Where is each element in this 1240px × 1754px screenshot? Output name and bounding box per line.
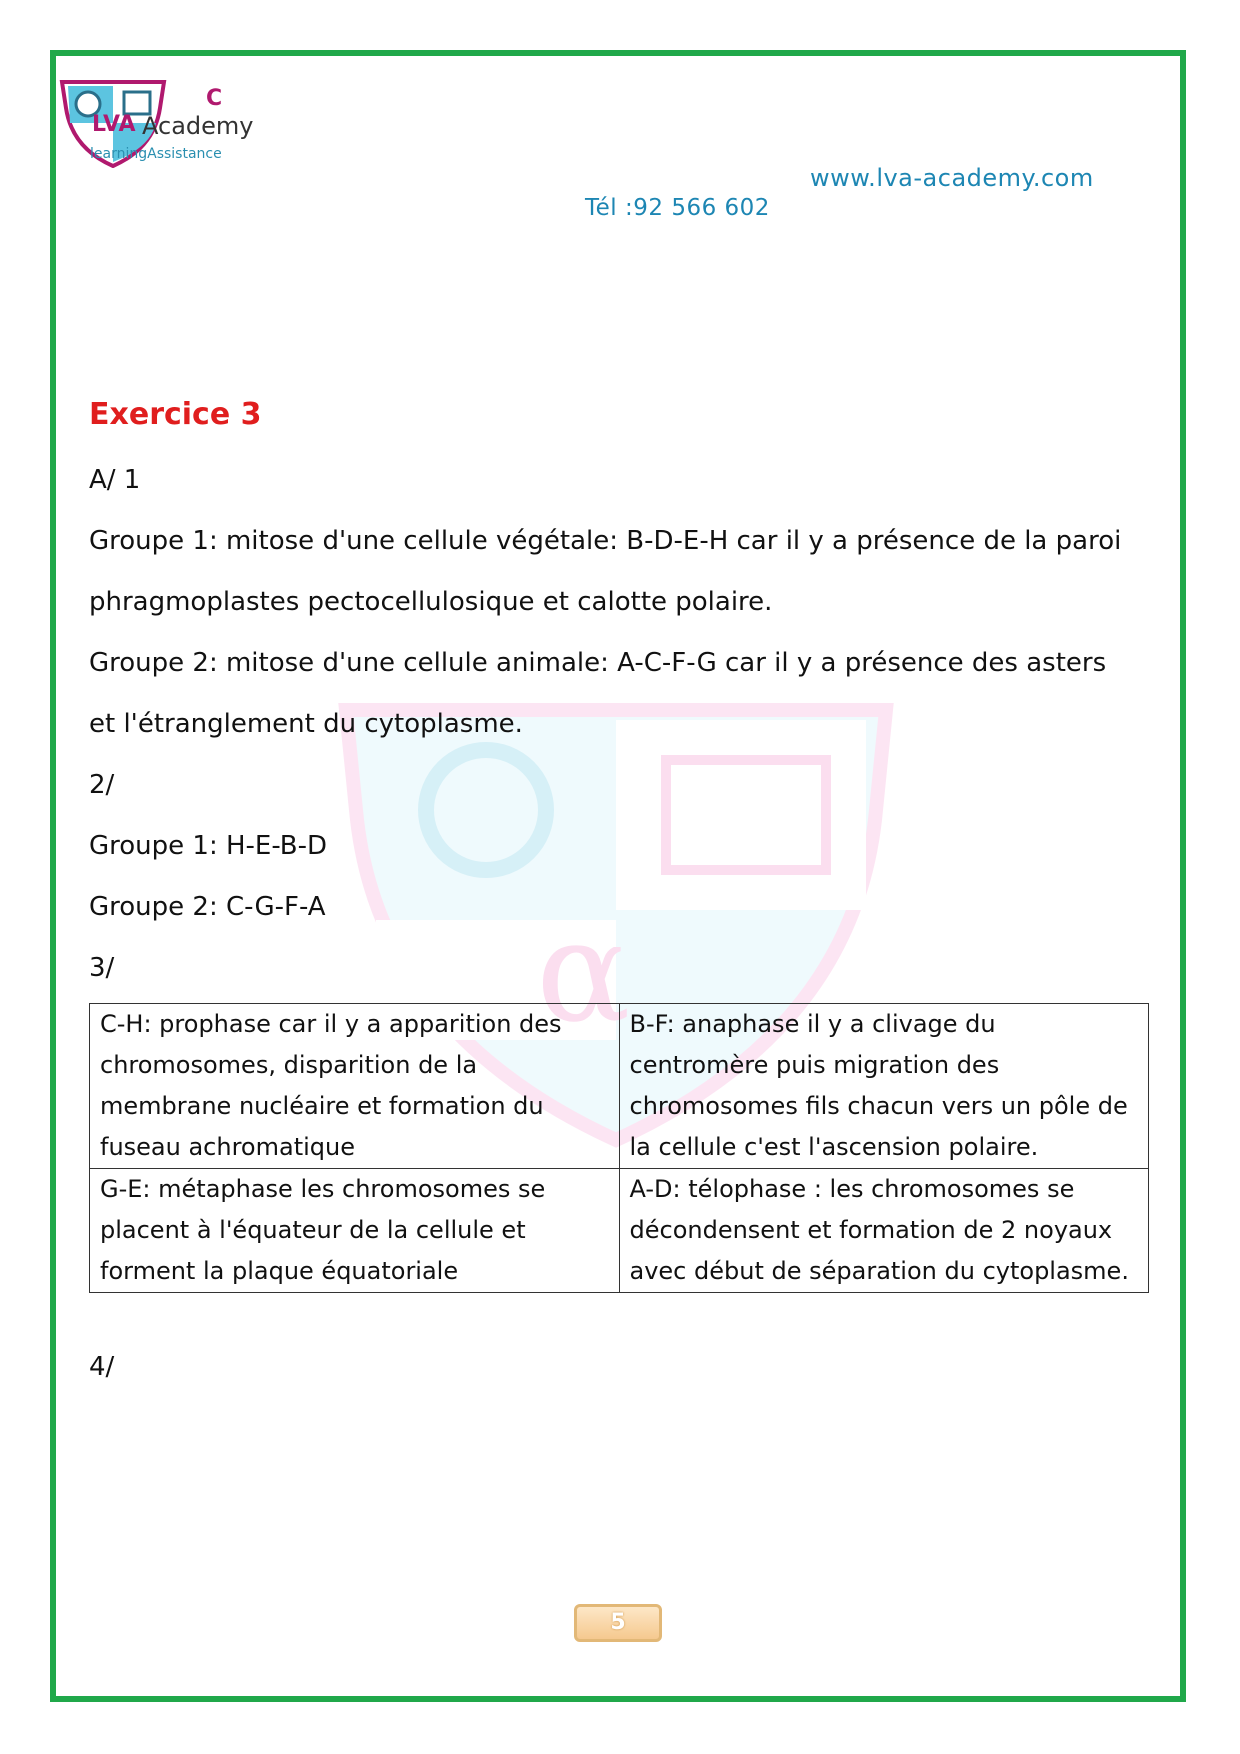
logo-name: Academy	[142, 112, 254, 140]
table-row	[90, 1169, 1149, 1293]
text-line: phragmoplastes pectocellulosique et calotte polaire.	[89, 587, 773, 617]
text-line: Groupe 2: mitose d'une cellule animale: A-C-F-G car il y a présence des asters	[89, 648, 1107, 678]
question-4: 4/	[89, 1352, 115, 1382]
table-row	[90, 1004, 1149, 1169]
text-line: 2/	[89, 770, 115, 800]
table-cell: C-H: prophase car il y a apparition des chromosomes, disparition de la membrane nucléaire et formation du fuseau achromatique	[90, 1004, 620, 1169]
academy-logo	[58, 78, 258, 168]
table-cell: G-E: métaphase les chromosomes se placent à l'équateur de la cellule et forment la plaque équatoriale	[90, 1169, 620, 1293]
text-line: Groupe 1: H-E-B-D	[89, 831, 328, 861]
text-line: et l'étranglement du cytoplasme.	[89, 709, 523, 739]
text-line: A/ 1	[89, 465, 141, 495]
text-line: Groupe 1: mitose d'une cellule végétale: B-D-E-H car il y a présence de la paroi	[89, 526, 1122, 556]
svg-text:α: α	[536, 891, 631, 1054]
text-line: 3/	[89, 953, 115, 983]
logo-tagline: learningAssistance	[90, 146, 222, 162]
table-cell: A-D: télophase : les chromosomes se décondensent et formation de 2 noyaux avec début de séparation du cytoplasme.	[619, 1169, 1149, 1293]
phases-table	[89, 1003, 1149, 1293]
phone-number: Tél :92 566 602	[585, 195, 770, 221]
text-line: Groupe 2: C-G-F-A	[89, 892, 326, 922]
exercise-title: Exercice 3	[89, 397, 262, 432]
exercise-content	[89, 392, 1149, 1293]
table-cell: B-F: anaphase il y a clivage du centromère puis migration des chromosomes fils chacun vers un pôle de la cellule c'est l'ascension polaire.	[619, 1004, 1149, 1169]
logo-c: C	[206, 86, 223, 111]
website-link[interactable]: www.lva-academy.com	[810, 164, 1094, 192]
logo-lva: LVA	[92, 112, 136, 137]
page-number: 5	[574, 1604, 662, 1642]
